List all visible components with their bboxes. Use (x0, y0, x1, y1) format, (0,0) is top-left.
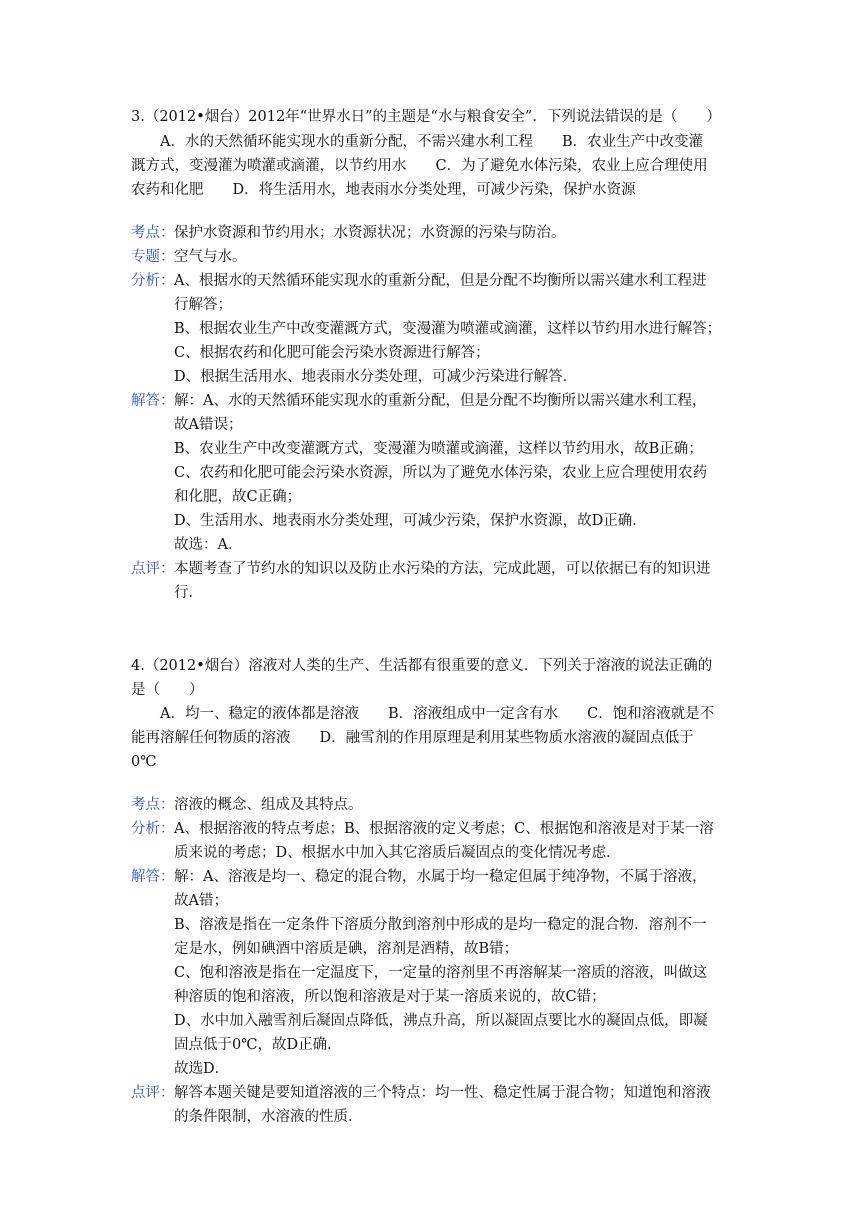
q3-stem: 3.（2012•烟台）2012年“世界水日”的主题是“水与粮食安全”．下列说法错误的是（ ） (131, 109, 721, 125)
q3-fenxi-line: B、根据农业生产中改变灌溉方式，变漫灌为喷灌或滴灌，这样以节约用水进行解答； (174, 321, 722, 337)
q4-kaodian-text: 溶液的概念、组成及其特点。 (174, 797, 363, 813)
q3-fenxi-label: 分析： (131, 273, 175, 289)
q3-jieda-line: 和化肥，故C正确； (174, 489, 302, 505)
q4-fenxi-line: A、根据溶液的特点考虑；B、根据溶液的定义考虑；C、根据饱和溶液是对于某一溶 (174, 821, 714, 837)
q3-fenxi-line: 行解答； (174, 297, 232, 313)
q4-jieda-line: 定是水，例如碘酒中溶质是碘，溶剂是酒精，故B错； (174, 941, 519, 957)
q3-jieda-line: 故选：A． (174, 537, 243, 553)
q3-fenxi-line: C、根据农药和化肥可能会污染水资源进行解答； (174, 345, 490, 361)
q4-jieda-line: 固点低于0℃，故D正确． (174, 1037, 342, 1053)
q4-fenxi-label: 分析： (131, 821, 175, 837)
q3-jieda-line: 解：A、水的天然循环能实现水的重新分配，但是分配不均衡所以需兴建水利工程， (174, 393, 707, 409)
q3-jieda-line: D、生活用水、地表雨水分类处理，可减少污染，保护水资源，故D正确． (174, 513, 647, 529)
q4-jieda-line: 故选D． (174, 1061, 230, 1077)
q4-jieda-line: D、水中加入融雪剂后凝固点降低，沸点升高，所以凝固点要比水的凝固点低，即凝 (174, 1013, 708, 1029)
q4-jieda-line: C、饱和溶液是指在一定温度下，一定量的溶剂里不再溶解某一溶质的溶液，叫做这 (174, 965, 708, 981)
q3-fenxi-line: A、根据水的天然循环能实现水的重新分配，但是分配不均衡所以需兴建水利工程进 (174, 273, 707, 289)
q4-jieda-line: 种溶质的饱和溶液，所以饱和溶液是对于某一溶质来说的，故C错； (174, 989, 606, 1005)
q3-zhuanti-text: 空气与水。 (174, 249, 247, 265)
q4-stem: 4.（2012•烟台）溶液对人类的生产、生活都有很重要的意义．下列关于溶液的说法正确的 (131, 658, 713, 674)
q3-options-line-3: 农药和化肥 D．将生活用水，地表雨水分类处理，可减少污染，保护水资源 (131, 182, 636, 198)
q3-kaodian-label: 考点： (131, 225, 175, 241)
q4-dianping-line: 解答本题关键是要知道溶液的三个特点：均一性、稳定性属于混合物；知道饱和溶液 (174, 1085, 711, 1101)
q4-fenxi-line: 质来说的考虑；D、根据水中加入其它溶质后凝固点的变化情况考虑． (174, 845, 621, 861)
q3-dianping-line: 本题考查了节约水的知识以及防止水污染的方法，完成此题，可以依据已有的知识进 (174, 561, 711, 577)
q4-dianping-line: 的条件限制，水溶液的性质． (174, 1109, 363, 1125)
q3-fenxi-line: D、根据生活用水、地表雨水分类处理，可减少污染进行解答． (174, 369, 578, 385)
q3-options-line-2: 溉方式，变漫灌为喷灌或滴灌，以节约用水 C．为了避免水体污染，农业上应合理使用 (131, 158, 708, 174)
q4-jieda-label: 解答： (131, 869, 175, 885)
q3-jieda-line: 故A错误； (174, 417, 243, 433)
q4-jieda-line: 解：A、溶液是均一、稳定的混合物，水属于均一稳定但属于纯净物，不属于溶液， (174, 869, 707, 885)
q3-jieda-line: B、农业生产中改变灌溉方式，变漫灌为喷灌或滴灌，这样以节约用水，故B正确； (174, 441, 703, 457)
q4-options-line-3: 0℃ (131, 754, 157, 770)
q4-kaodian-label: 考点： (131, 797, 175, 813)
q3-dianping-label: 点评： (131, 561, 175, 577)
q3-jieda-line: C、农药和化肥可能会污染水资源，所以为了避免水体污染，农业上应合理使用农药 (174, 465, 708, 481)
q3-zhuanti-label: 专题： (131, 249, 175, 265)
q3-options-line-1: A．水的天然循环能实现水的重新分配，不需兴建水利工程 B．农业生产中改变灌 (160, 134, 704, 150)
q4-options-line-2: 能再溶解任何物质的溶液 D．融雪剂的作用原理是利用某些物质水溶液的凝固点低于 (131, 730, 694, 746)
q4-stem-cont: 是（ ） (131, 682, 204, 698)
q4-jieda-line: 故A错； (174, 893, 228, 909)
q4-jieda-line: B、溶液是指在一定条件下溶质分散到溶剂中形成的是均一稳定的混合物．溶剂不一 (174, 917, 707, 933)
q3-dianping-line: 行． (174, 585, 203, 601)
q3-kaodian-text: 保护水资源和节约用水；水资源状况；水资源的污染与防治。 (174, 225, 566, 241)
q4-dianping-label: 点评： (131, 1085, 175, 1101)
q3-jieda-label: 解答： (131, 393, 175, 409)
q4-options-line-1: A．均一、稳定的液体都是溶液 B．溶液组成中一定含有水 C．饱和溶液就是不 (160, 706, 715, 722)
